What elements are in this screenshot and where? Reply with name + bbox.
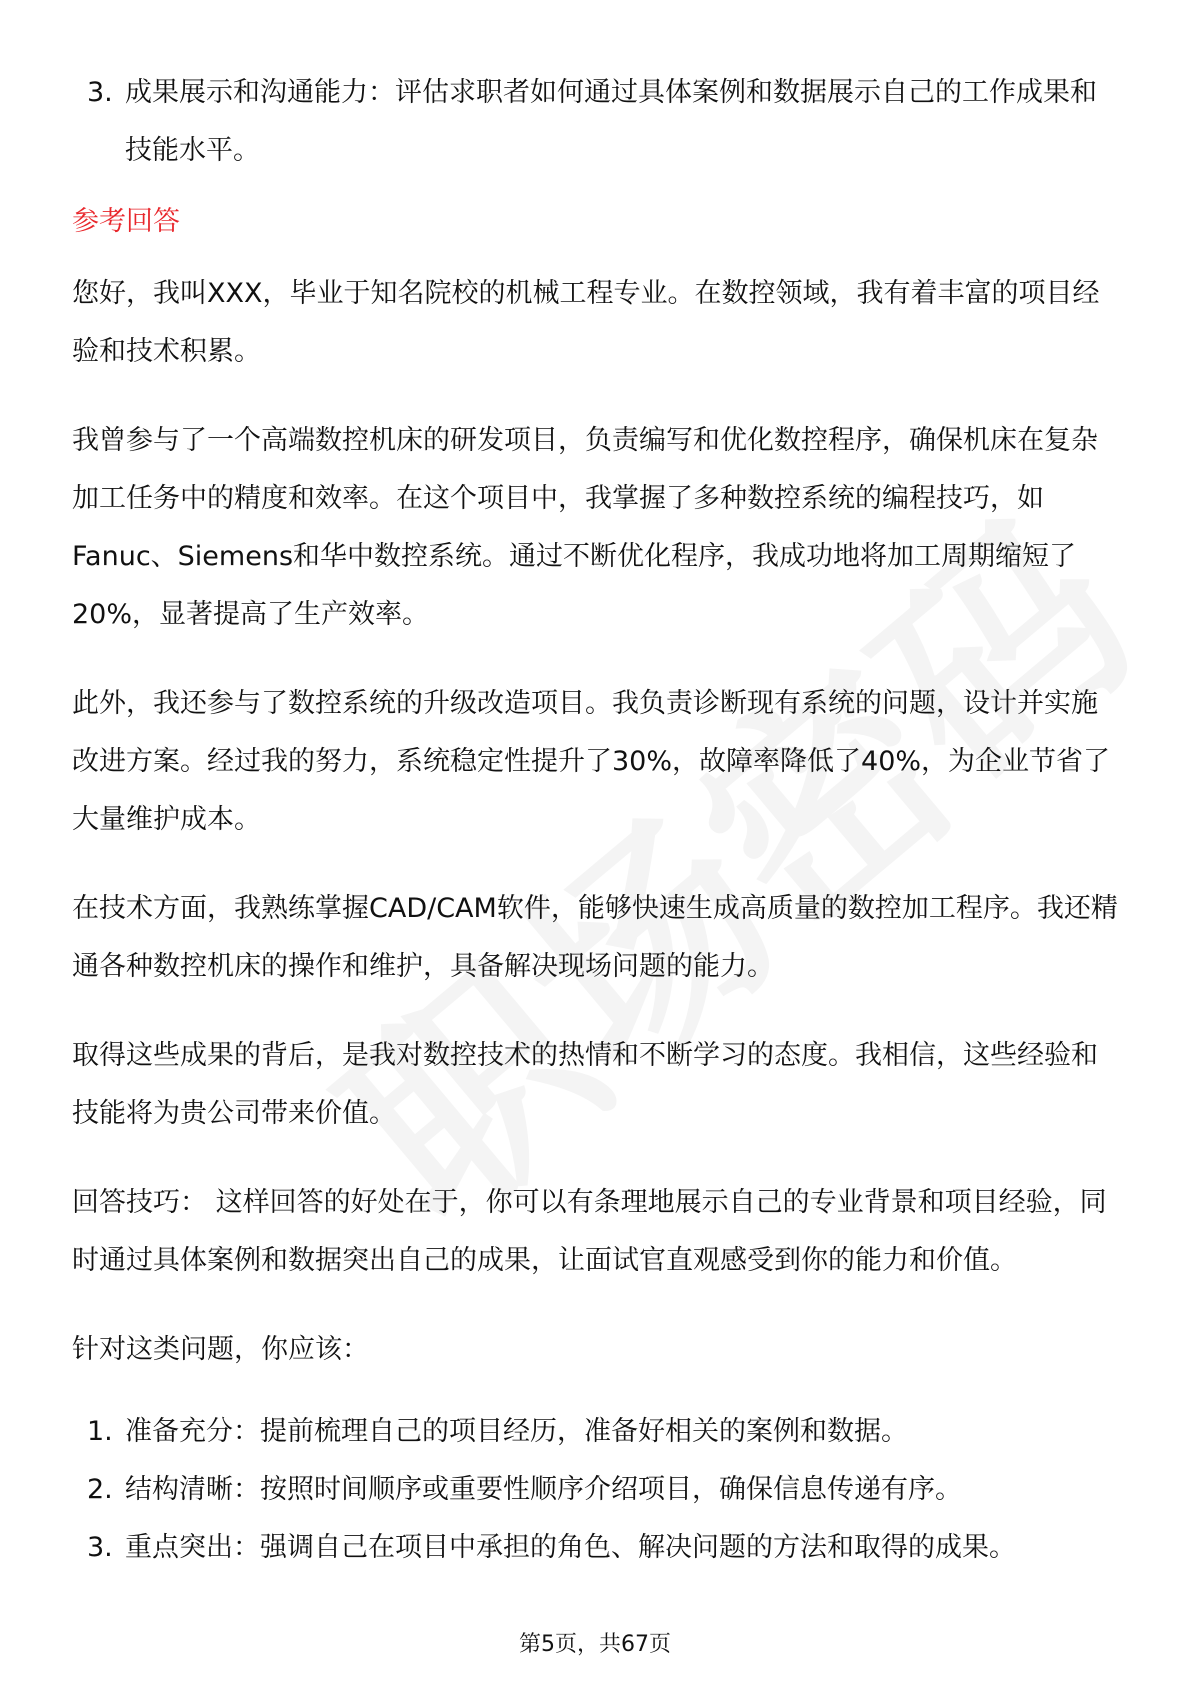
tip-text: 重点突出：强调自己在项目中承担的角色、解决问题的方法和取得的成果。 [125, 1532, 1016, 1563]
page-content [72, 64, 1122, 1577]
tip-number: 2. [87, 1474, 113, 1505]
tip-item [72, 1519, 1122, 1577]
tip-number: 1. [87, 1416, 113, 1447]
tip-number: 3. [87, 1532, 113, 1563]
paragraph-intro: 您好，我叫XXX，毕业于知名院校的机械工程专业。在数控领域，我有着丰富的项目经验和技术积累。 [72, 278, 1100, 367]
paragraph-you-should: 针对这类问题，你应该： [72, 1334, 369, 1365]
paragraph-answer-tips: 回答技巧： 这样回答的好处在于，你可以有条理地展示自己的专业背景和项目经验，同时通过具体案例和数据突出自己的成果，让面试官直观感受到你的能力和价值。 [72, 1187, 1107, 1276]
list-item-number: 3. [87, 77, 113, 108]
paragraph-upgrade-project: 此外，我还参与了数控系统的升级改造项目。我负责诊断现有系统的问题，设计并实施改进方案。经过我的努力，系统稳定性提升了30%，故障率降低了40%，为企业节省了大量维护成本。 [72, 688, 1111, 835]
page-footer: 第5页，共67页 [519, 1632, 671, 1657]
list-item-evaluation-3 [72, 64, 1122, 180]
list-item-text: 成果展示和沟通能力：评估求职者如何通过具体案例和数据展示自己的工作成果和技能水平。 [125, 77, 1097, 166]
section-heading: 参考回答 [72, 206, 180, 237]
paragraph-attitude: 取得这些成果的背后，是我对数控技术的热情和不断学习的态度。我相信，这些经验和技能将为贵公司带来价值。 [72, 1040, 1098, 1129]
tip-item [72, 1461, 1122, 1519]
tip-item [72, 1403, 1122, 1461]
tip-text: 准备充分：提前梳理自己的项目经历，准备好相关的案例和数据。 [125, 1416, 908, 1447]
paragraph-project-rnd: 我曾参与了一个高端数控机床的研发项目，负责编写和优化数控程序，确保机床在复杂加工任务中的精度和效率。在这个项目中，我掌握了多种数控系统的编程技巧，如Fanuc、Siemens和华中数控系统。通过不断优化程序，我成功地将加工周期缩短了20%，显著提高了生产效率。 [72, 425, 1098, 630]
tip-text: 结构清晰：按照时间顺序或重要性顺序介绍项目，确保信息传递有序。 [125, 1474, 962, 1505]
paragraph-technical-skills: 在技术方面，我熟练掌握CAD/CAM软件，能够快速生成高质量的数控加工程序。我还精通各种数控机床的操作和维护，具备解决现场问题的能力。 [72, 893, 1118, 982]
